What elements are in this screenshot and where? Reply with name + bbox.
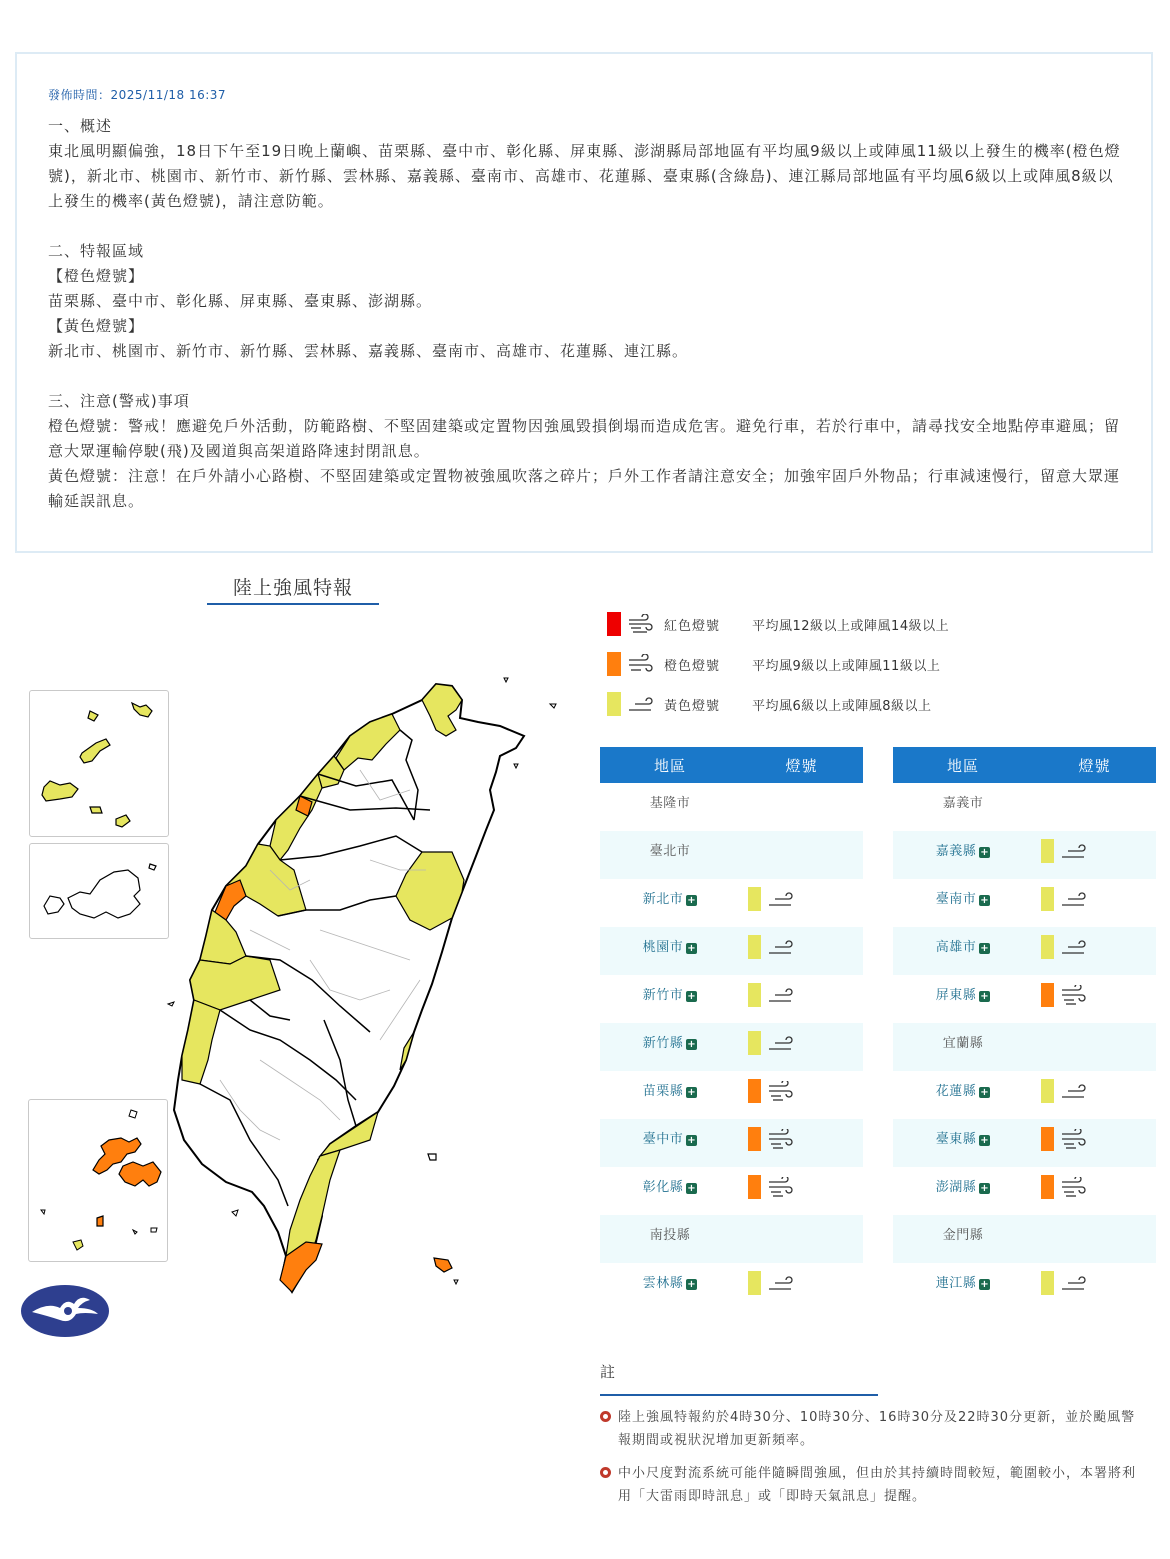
islet-sw bbox=[232, 1210, 238, 1216]
signal-color-bar bbox=[748, 1031, 761, 1055]
bulletin-body bbox=[48, 114, 1128, 514]
yellow-notice-text: 黃色燈號：注意！在戶外請小心路樹、不堅固建築或定置物被強風吹落之碎片；戶外工作者請注意安全；加強牢固戶外物品；行車減速慢行，留意大眾運輸延誤訊息。 bbox=[48, 467, 1121, 510]
table-row bbox=[600, 1215, 863, 1263]
region-lanyu bbox=[434, 1258, 452, 1272]
expand-plus-icon[interactable]: + bbox=[687, 943, 697, 954]
signal-color-bar bbox=[748, 1271, 761, 1295]
kinmen-inset-map[interactable] bbox=[29, 843, 169, 939]
signal-indicator bbox=[740, 1119, 863, 1167]
region-name: 金門縣 bbox=[942, 1228, 984, 1243]
legend-red-name: 紅色燈號 bbox=[664, 619, 721, 634]
wind-icon bbox=[767, 889, 795, 911]
legend-yellow-name: 黃色燈號 bbox=[664, 699, 721, 714]
table-row bbox=[893, 1119, 1156, 1167]
issue-time: 發佈時間：2025/11/18 16:37 bbox=[48, 88, 227, 102]
signal-color-bar bbox=[1041, 1079, 1054, 1103]
signal-color-bar bbox=[748, 983, 761, 1007]
region-name[interactable]: 臺東縣 bbox=[935, 1132, 977, 1147]
bullet-icon bbox=[600, 1467, 611, 1478]
region-name[interactable]: 臺中市 bbox=[642, 1132, 684, 1147]
signal-indicator bbox=[740, 1263, 863, 1311]
islet-s bbox=[454, 1280, 458, 1284]
orange-swatch bbox=[607, 652, 621, 676]
region-name[interactable]: 連江縣 bbox=[935, 1276, 977, 1291]
signal-indicator bbox=[1033, 1071, 1156, 1119]
table-row bbox=[893, 831, 1156, 879]
table-row bbox=[600, 1263, 863, 1311]
note-text: 陸上強風特報約於4時30分、10時30分、16時30分及22時30分更新，並於颱風警報期間或視狀況增加更新頻率。 bbox=[618, 1410, 1136, 1448]
table-row bbox=[893, 1023, 1156, 1071]
signal-color-bar bbox=[1041, 935, 1054, 959]
wind-icon bbox=[1060, 1273, 1088, 1295]
wind-icon bbox=[767, 1033, 795, 1055]
section-overview-text: 東北風明顯偏強，18日下午至19日晚上蘭嶼、苗栗縣、臺中市、彰化縣、屏東縣、澎湖縣局部地區有平均風9級以上或陣風11級以上發生的機率(橙色燈號)，新北市、桃園市、新竹市、新竹縣、雲林縣、嘉義縣、臺南市、高雄市、花蓮縣、臺東縣(含綠島)、連江縣局部地區有平均風6級以上或陣風8級以上發生的機率(黃色燈號)，請注意防範。 bbox=[48, 142, 1121, 210]
wind-medium-icon bbox=[627, 654, 655, 674]
cwa-logo-icon bbox=[20, 1284, 110, 1338]
region-name[interactable]: 高雄市 bbox=[935, 940, 977, 955]
col-signal-header: 燈號 bbox=[1033, 747, 1156, 783]
wind-icon bbox=[767, 1129, 795, 1151]
note-item bbox=[600, 1462, 1148, 1508]
legend-orange-desc: 平均風9級以上或陣風11級以上 bbox=[752, 659, 941, 674]
region-green-island bbox=[428, 1154, 436, 1160]
signal-indicator bbox=[740, 879, 863, 927]
note-item bbox=[600, 1406, 1148, 1452]
table-row bbox=[600, 831, 863, 879]
expand-plus-icon[interactable]: + bbox=[687, 1135, 697, 1146]
col-region-header: 地區 bbox=[893, 747, 1033, 783]
expand-plus-icon[interactable]: + bbox=[980, 1183, 990, 1194]
col-region-header: 地區 bbox=[600, 747, 740, 783]
region-name: 臺北市 bbox=[649, 844, 691, 859]
wind-icon bbox=[767, 1081, 795, 1103]
section-notice-title: 三、注意(警戒)事項 bbox=[48, 392, 190, 410]
orange-signal-areas: 苗栗縣、臺中市、彰化縣、屏東縣、臺東縣、澎湖縣。 bbox=[48, 292, 433, 310]
wind-icon bbox=[767, 985, 795, 1007]
wind-icon bbox=[1060, 889, 1088, 911]
table-row bbox=[600, 1167, 863, 1215]
signal-color-bar bbox=[748, 935, 761, 959]
wind-icon bbox=[767, 937, 795, 959]
islet-ne-3 bbox=[514, 764, 518, 768]
expand-plus-icon[interactable]: + bbox=[687, 895, 697, 906]
table-row bbox=[893, 879, 1156, 927]
section-areas-title: 二、特報區域 bbox=[48, 242, 145, 260]
table-row bbox=[600, 927, 863, 975]
note-text: 中小尺度對流系統可能伴隨瞬間強風，但由於其持續時間較短，範圍較小，本署將利用「大雷雨即時訊息」或「即時天氣訊息」提醒。 bbox=[618, 1466, 1137, 1504]
wind-strong-icon bbox=[627, 614, 655, 634]
expand-plus-icon[interactable]: + bbox=[687, 1039, 697, 1050]
region-name[interactable]: 澎湖縣 bbox=[935, 1180, 977, 1195]
table-row bbox=[600, 1071, 863, 1119]
expand-plus-icon[interactable]: + bbox=[687, 1183, 697, 1194]
table-row bbox=[600, 975, 863, 1023]
map-title: 陸上強風特報 bbox=[207, 574, 379, 605]
penghu-islands-shape bbox=[29, 1100, 167, 1261]
matsu-islands-shape bbox=[30, 691, 168, 836]
region-table-left bbox=[600, 747, 863, 1311]
signal-indicator bbox=[740, 1071, 863, 1119]
matsu-inset-map[interactable] bbox=[29, 690, 169, 837]
table-row bbox=[893, 1263, 1156, 1311]
islet-ne-1 bbox=[504, 678, 508, 682]
region-name: 南投縣 bbox=[649, 1228, 691, 1243]
signal-color-bar bbox=[748, 1079, 761, 1103]
region-name[interactable]: 花蓮縣 bbox=[935, 1084, 977, 1099]
orange-notice-text: 橙色燈號：警戒！應避免戶外活動，防範路樹、不堅固建築或定置物因強風毀損倒塌而造成危害。避免行車，若於行車中，請尋找安全地點停車避風；留意大眾運輸停駛(飛)及國道與高架道路降速封閉訊息。 bbox=[48, 417, 1121, 460]
expand-plus-icon[interactable]: + bbox=[687, 1279, 697, 1290]
region-name: 基隆市 bbox=[649, 796, 691, 811]
bullet-icon bbox=[600, 1411, 611, 1422]
table-row bbox=[600, 1023, 863, 1071]
expand-plus-icon[interactable]: + bbox=[980, 1279, 990, 1290]
signal-indicator bbox=[1033, 975, 1156, 1023]
signal-indicator bbox=[1033, 1119, 1156, 1167]
signal-indicator bbox=[1033, 1167, 1156, 1215]
table-row bbox=[600, 783, 863, 831]
col-signal-header: 燈號 bbox=[740, 747, 863, 783]
wind-icon bbox=[1060, 841, 1088, 863]
table-row bbox=[893, 927, 1156, 975]
signal-color-bar bbox=[748, 1127, 761, 1151]
region-name[interactable]: 雲林縣 bbox=[642, 1276, 684, 1291]
wind-icon bbox=[1060, 1177, 1088, 1199]
table-row bbox=[893, 1167, 1156, 1215]
red-swatch bbox=[607, 612, 621, 636]
orange-signal-heading: 【橙色燈號】 bbox=[48, 267, 145, 285]
wind-icon bbox=[767, 1177, 795, 1199]
signal-color-bar bbox=[1041, 1175, 1054, 1199]
expand-plus-icon[interactable]: + bbox=[980, 1135, 990, 1146]
region-name: 嘉義市 bbox=[942, 796, 984, 811]
legend-yellow-desc: 平均風6級以上或陣風8級以上 bbox=[752, 699, 932, 714]
taiwan-map[interactable] bbox=[160, 660, 570, 1300]
signal-color-bar bbox=[1041, 1271, 1054, 1295]
region-name[interactable]: 桃園市 bbox=[642, 940, 684, 955]
expand-plus-icon[interactable]: + bbox=[687, 991, 697, 1002]
region-name[interactable]: 臺南市 bbox=[935, 892, 977, 907]
expand-plus-icon[interactable]: + bbox=[687, 1087, 697, 1098]
wind-icon bbox=[767, 1273, 795, 1295]
signal-color-bar bbox=[748, 1175, 761, 1199]
expand-plus-icon[interactable]: + bbox=[980, 943, 990, 954]
islet-ne-2 bbox=[550, 704, 556, 708]
signal-indicator bbox=[1033, 879, 1156, 927]
signal-indicator bbox=[740, 927, 863, 975]
region-name[interactable]: 嘉義縣 bbox=[935, 844, 977, 859]
expand-plus-icon[interactable]: + bbox=[980, 991, 990, 1002]
legend-orange-name: 橙色燈號 bbox=[664, 659, 721, 674]
legend-red bbox=[607, 612, 1027, 636]
wind-icon bbox=[1060, 985, 1088, 1007]
kinmen-islands-shape bbox=[30, 844, 168, 938]
expand-plus-icon[interactable]: + bbox=[980, 847, 990, 858]
signal-indicator bbox=[740, 1023, 863, 1071]
signal-indicator bbox=[740, 1167, 863, 1215]
expand-plus-icon[interactable]: + bbox=[980, 1087, 990, 1098]
table-row bbox=[893, 975, 1156, 1023]
region-name[interactable]: 苗栗縣 bbox=[642, 1084, 684, 1099]
region-name[interactable]: 新竹市 bbox=[642, 988, 684, 1003]
notes-title: 註 bbox=[600, 1358, 878, 1396]
signal-color-bar bbox=[1041, 1127, 1054, 1151]
region-name[interactable]: 彰化縣 bbox=[642, 1180, 684, 1195]
yellow-signal-heading: 【黃色燈號】 bbox=[48, 317, 145, 335]
region-name[interactable]: 新竹縣 bbox=[642, 1036, 684, 1051]
region-name: 宜蘭縣 bbox=[942, 1036, 984, 1051]
legend-red-desc: 平均風12級以上或陣風14級以上 bbox=[752, 619, 950, 634]
islet-w bbox=[168, 1002, 174, 1006]
legend-orange bbox=[607, 652, 1027, 676]
table-row bbox=[600, 879, 863, 927]
region-table-right bbox=[893, 747, 1156, 1311]
signal-indicator bbox=[1033, 927, 1156, 975]
table-row bbox=[600, 1119, 863, 1167]
yellow-swatch bbox=[607, 692, 621, 716]
signal-indicator bbox=[740, 975, 863, 1023]
signal-indicator bbox=[1033, 831, 1156, 879]
signal-color-bar bbox=[748, 887, 761, 911]
signal-indicator bbox=[1033, 1263, 1156, 1311]
table-row bbox=[893, 783, 1156, 831]
yellow-signal-areas: 新北市、桃園市、新竹市、新竹縣、雲林縣、嘉義縣、臺南市、高雄市、花蓮縣、連江縣。 bbox=[48, 342, 689, 360]
section-overview-title: 一、概述 bbox=[48, 117, 113, 135]
signal-color-bar bbox=[1041, 887, 1054, 911]
region-name[interactable]: 屏東縣 bbox=[935, 988, 977, 1003]
expand-plus-icon[interactable]: + bbox=[980, 895, 990, 906]
penghu-inset-map[interactable] bbox=[28, 1099, 168, 1262]
table-row bbox=[893, 1071, 1156, 1119]
region-name[interactable]: 新北市 bbox=[642, 892, 684, 907]
signal-color-bar bbox=[1041, 983, 1054, 1007]
wind-icon bbox=[1060, 937, 1088, 959]
wind-light-icon bbox=[627, 694, 655, 714]
wind-icon bbox=[1060, 1129, 1088, 1151]
wind-icon bbox=[1060, 1081, 1088, 1103]
table-row bbox=[893, 1215, 1156, 1263]
signal-color-bar bbox=[1041, 839, 1054, 863]
legend-yellow bbox=[607, 692, 1027, 716]
bulletin-panel bbox=[15, 52, 1153, 553]
